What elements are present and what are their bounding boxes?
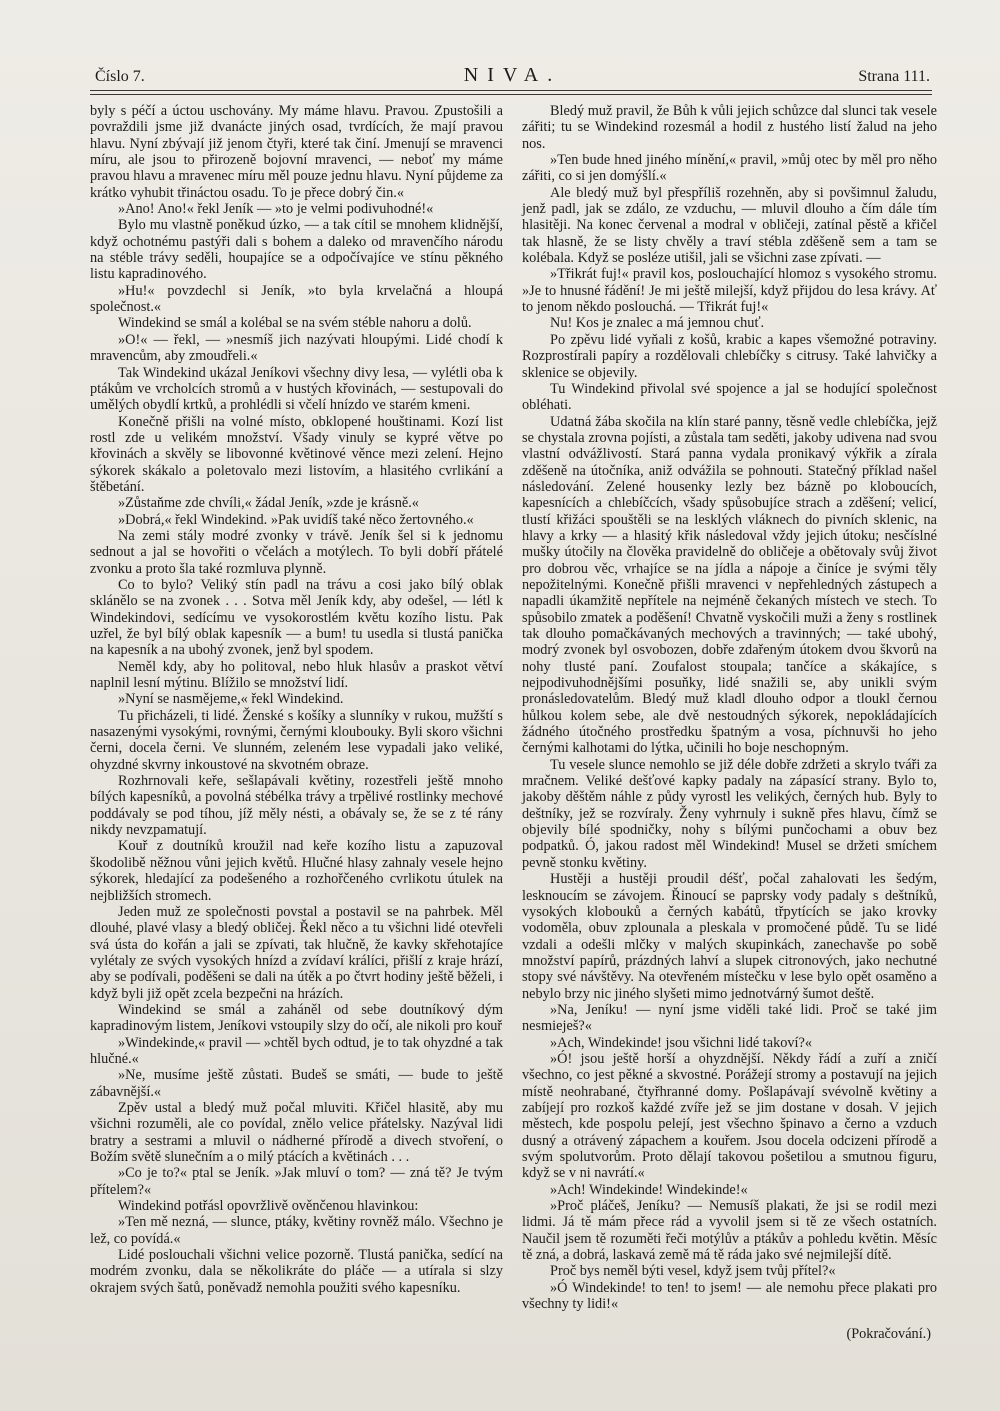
issue-number: Číslo 7.: [95, 68, 145, 85]
paragraph: »O!« — řekl, — »nesmíš jich nazývati hloupými. Lidé chodí k mravencům, aby zmoudřeli.«: [90, 331, 503, 365]
paragraph: Po zpěvu lidé vyňali z košů, krabic a kapes všemožné potraviny. Rozprostírali papíry a rozdělovali chlebíčky s citrusy. Také lahvičky a sklenice se objevily.: [522, 331, 937, 381]
paragraph: Windekind potřásl opovržlivě ověnčenou hlavinkou:: [118, 1198, 419, 1215]
paragraph: »Ó Windekinde! to ten! to jsem! — ale nemohu přece plakati pro všechny ty lidi!«: [522, 1279, 937, 1313]
page-number: Strana 111.: [858, 68, 930, 85]
paragraph: »Ten mě nezná, — slunce, ptáky, květiny rovněž málo. Všechno je lež, co povídá.«: [90, 1214, 503, 1247]
paragraph: Tak Windekind ukázal Jeníkovi všechny divy lesa, — vylétli oba k ptákům ve vrcholcích stromů a v hustých křovinách, — sestupovali do umělých obydlí krtků, a prohlédli si včelí hnízdo ve starém kmeni.: [90, 364, 503, 414]
paragraph: Bylo mu vlastně poněkud úzko, — a tak cítil se mnohem klidnější, když ochotnému pastýři dali s bohem a daleko od mravenčího národu na stéble trávy seděli, houpajíce se a odpočívajíce ve stínu pěkného listu kapradinového.: [90, 217, 503, 283]
paragraph: »Dobrá,« řekl Windekind. »Pak uvidíš také něco žertovného.«: [118, 511, 474, 528]
paragraph: Tu vesele slunce nemohlo se již déle dobře zdržeti a skrylo tváři za mračnem. Veliké dešťové kapky padaly na zápasící strany. Bylo to, jakoby děštěm náhle z půdy vyrostl les velikých, černých hub. Byly to deštníky, jež se rozvíraly. Ženy vyhrnuly i sukně přes hlavu, čímž se objevily bílé spodničky, nohy s bílými punčochami a obuv bez podpatků. Ó, jakou radost měl Windekind! Musel se držeti smíchem pevně stonku květiny.: [522, 756, 937, 871]
paragraph: Nu! Kos je znalec a má jemnou chuť.: [550, 315, 765, 332]
left-column: [90, 103, 503, 1296]
paragraph: Windekind se smál a kolébal se na svém stéble nahoru a dolů.: [118, 315, 472, 332]
paragraph: Co to bylo? Veliký stín padl na trávu a cosi jako bílý oblak sklánělo se na zvonek . . . Sotva měl Jeník kdy, aby odešel, — létl k Windekindovi, sedícímu ve vysokorostlém květu kozího listu. Pak uzřel, že byl bílý oblak kapesník — a bum! tu usedla si tlustá panička na kapesník a na ubohý zvonek, jenž byl spodem.: [90, 576, 503, 659]
paragraph: »Windekinde,« pravil — »chtěl bych odtud, je to tak ohyzdné a tak hlučné.«: [90, 1034, 503, 1067]
paragraph: Bledý muž pravil, že Bůh k vůli jejich schůzce dal slunci tak vesele zářiti; tu se Windekind rozesmál a hodil z hustého listí žalud na jeho nos.: [522, 103, 937, 152]
paragraph: »Ano! Ano!« řekl Jeník — »to je velmi podivuhodné!«: [118, 201, 434, 218]
paragraph: »Proč pláčeš, Jeníku? — Nemusíš plakati, že jsi se rodil mezi lidmi. Já tě mám přece rád a vyvolil jsem si tě ze všech ostatních. Naučil jsem tě rozuměti řeči motýlův a ptákův a pohledu květin. Měsíc tě zná, a dobrá, laskavá země má tě ráda jako své nejmilejší dítě.: [522, 1198, 937, 1264]
paragraph: Lidé poslouchali všichni velice pozorně. Tlustá panička, sedící na modrém zvonku, dala se několikráte do pláče — a utírala si slzy okrajem svých šatů, poněvadž nemohla použiti svého kapesníku.: [90, 1247, 503, 1296]
paragraph: Kouř z doutníků kroužil nad keře kozího listu a zapuzoval škodolibě něžnou vůni jejich květů. Hlučné hlasy zahnaly vesele hejno sýkorek, hledající za podešeného a rozhořčeného cvrlikotu útulek na nejbližších stromech.: [90, 838, 503, 904]
paragraph: »Nyní se nasmějeme,« řekl Windekind.: [118, 691, 344, 708]
right-column: [522, 103, 937, 1343]
paragraph: Proč bys neměl býti vesel, když jsem tvůj přítel?«: [550, 1263, 836, 1280]
paragraph: Na zemi stály modré zvonky v trávě. Jeník šel si k jednomu sednout a jal se hovořiti o včelách a motýlech. To byli dobří přátelé zvonku a proto šla také rozmluva plynně.: [90, 527, 503, 577]
paragraph: byly s péčí a úctou uschovány. My máme hlavu. Pravou. Zpustošili a povraždili jsme již dvanácte jiných osad, tvrdících, že mají pravou hlavu. Nyní zbývají již jenom čtyři, které tak činí. Jmenují se mravenci míru, ale jsou to přirozeně bojovní mravenci, — neboť my máme pravou hlavu a mravenec míru měl pouze jednu hlavu. Nyní půjdeme za krátko vyhubit třináctou osadu. To je přece dobrý čin.«: [90, 103, 503, 201]
paragraph: Zpěv ustal a bledý muž počal mluviti. Křičel hlasitě, aby mu všichni rozuměli, ale co povídal, znělo velice přátelsky. Nazýval lidi bratry a sestrami a mluvil o nádherné přírodě a divech stvoření, o Božím světě slunečním a o milý ptácích a květinách . . .: [90, 1099, 503, 1165]
paragraph: Udatná žába skočila na klín staré panny, těsně vedle chlebíčka, jejž se chystala zrovna pojísti, a zůstala tam seděti, jakoby udivena nad svou vlastní odvážlivostí. Stará panna vydala pronikavý výkřik a zírala zděšeně na útočníka, aniž odvážila se pohnouti. Statečný příklad našel následování. Zelené housenky lezly bez bázně po kloboucích, kapesnících a chlebíčcích, všady spůsobujíce strach a zděšení; velicí, tlustí křižáci spouštěli se na lesklých vláknech do pivních sklenic, na hlavy a krky — a hlasitý křik následoval vždy jejich útoku; nesčíslné mušky útočily na člověka pravidelně do obličeje a obětovaly svůj život pro dobrou věc, vrhajíce se na jídla a nápoje a činíce je svými těly nepožitelnými. Konečně přišli mravenci v nepřehledných zástupech a napadli úkamžitě nepřítele na nejméně čekaných místech ve stech. To spůsobilo zmatek a poděšení! Chvatně vyskočili muži a ženy s rostlinek tak dlouho pomačkávaných mechových a travinných; — také ubohý, modrý zvonek byl osvobozen, dobře zdařeným útokem dvou škvorů na nohy tlusté paní. Zoufalost stoupala; tančíce a skákajíce, s nejpodivuhodnějšími posuňky, lidé snažili se, aby unikli svým pronásledovatelům. Bledý muž kladl dlouho odpor a tloukl černou hůlkou kolem sebe, ale dvě nestoudných sýkorek, nepokládajících žádného útočného prostředku špatným a vosa, píchnuvši ho jeho černými kalhotami do lýtka, učinili ho boje neschopným.: [522, 413, 937, 757]
paragraph: »Ach! Windekinde! Windekinde!«: [550, 1181, 748, 1198]
paragraph: »Hu!« povzdechl si Jeník, »to byla krvelačná a hloupá společnost.«: [90, 282, 503, 316]
header-rule: [90, 90, 932, 91]
paragraph: Tu přicházeli, ti lidé. Ženské s košíky a slunníky v rukou, mužští s nasazenými vysokými, rovnými, černými kloubouky. Byli skoro všichni černi, docela černi. Ve slunném, zeleném lese vypadali jako veliké, ohyzdné skvrny inkoustové na skvotném obraze.: [90, 707, 503, 773]
paragraph: Rozhrnovali keře, sešlapávali květiny, rozestřeli ještě mnoho bílých kapesníků, a povolná stébélka trávy a trpělivé rostlinky mechové poddávaly se pod tíhou, jíž měly nésti, a obávaly se, že se z té rány nikdy nevzpamatují.: [90, 773, 503, 839]
paragraph: Konečně přišli na volné místo, obklopené houštinami. Kozí list rostl zde u velikém množství. Všady vinuly se kypré větve po křovinách a skvěly se libovonné květinové věnce mezi zelení. Hejno sýkorek skákalo a poletovalo mezi listovím, a hlasitého cvrlikání a štěbetání.: [90, 413, 503, 495]
paragraph: Hustěji a hustěji proudil déšť, počal zahalovati les šedým, lesknoucím se závojem. Řinoucí se paprsky vody padaly s deštníků, vysokých klobouků a černých kabátů, třpytících se jako krovky vodoměla, obuv zplounala a pleskala v promočené půdě. Tu se lidé vzdali a odešli mlčky v malých skupinkách, zanechavše po sobě množství papírů, prázdných lahví a slupek citronových, jako nechutné stopy své návštěvy. Na otevřeném místečku v lese bylo opět osaměno a nebylo brzy nic jiného slyšeti mimo jednotvárný šumot deště.: [522, 871, 937, 1002]
paragraph: »Třikrát fuj!« pravil kos, poslouchající hlomoz s vysokého stromu. »Je to hnusné řádění! Je mi ještě milejší, když přijdou do lesa krávy. Ať to jenom někdo poslouchá. — Třikrát fuj!«: [522, 266, 937, 316]
paragraph: Jeden muž ze společnosti povstal a postavil se na pahrbek. Měl dlouhé, plavé vlasy a bledý obličej. Řekl něco a tu všichni lidé otevřeli svá ústa do kořán a jali se zpívati, tak hlučně, že kavky skřehotajíce vylétaly ze svých vysokých hnízd a zvídaví králíci, přišlí z kraje hrází, aby se podívali, poděšeni se dali na útěk a po čtvrt hodiny ještě běželi, i když byli již opět zcela bezpečni na hrázích.: [90, 903, 503, 1002]
paragraph: »Zůstaňme zde chvíli,« žádal Jeník, »zde je krásně.«: [118, 495, 419, 512]
paragraph: »Ne, musíme ještě zůstati. Budeš se smáti, — bude to ještě zábavnější.«: [90, 1067, 503, 1100]
paragraph: »Ó! jsou ještě horší a ohyzdnější. Někdy řádí a zuří a zničí všechno, co jest pěkné a skvostné. Porážejí stromy a postavují na jejich místě neohrabané, čtyřhranné domy. Pošlapávají svévolně květiny a zabíjejí pro rozkoš každé zvíře jež se jim dostane v dosah. V jejich městech, kde pospolu pelejí, jest všechno špinavo a černo a vzduch dusný a otrávený zápachem a kouřem. Jsou docela odcizeni přírodě a svým spolutvorům. Proto dělají takovou pošetilou a smutnou figuru, když se v ni navrátí.«: [522, 1050, 937, 1182]
paragraph: »Ten bude hned jiného mínění,« pravil, »můj otec by měl pro něho zářiti, co si jen domýšlí.«: [522, 152, 937, 185]
paragraph: »Ach, Windekinde! jsou všichni lidé takoví?«: [550, 1034, 813, 1051]
paragraph: Windekind se smál a zaháněl od sebe doutníkový dým kapradinovým listem, Jeníkovi vstoupily slzy do očí, ale nikoli pro kouř: [90, 1001, 503, 1035]
continuation-note: (Pokračování.): [846, 1326, 931, 1343]
paragraph: Tu Windekind přivolal své spojence a jal se hodující společnost obléhati.: [522, 380, 937, 414]
paragraph: »Na, Jeníku! — nyní jsme viděli také lidi. Proč se také jim nesmieješ?«: [522, 1001, 937, 1035]
header-rule-double: [90, 94, 932, 95]
paragraph: »Co je to?« ptal se Jeník. »Jak mluví o tom? — zná tě? Je tvým přítelem?«: [90, 1165, 503, 1198]
paragraph: Ale bledý muž byl přespříliš rozehněn, aby si povšimnul žaludu, jenž padl, jak se zdálo, ze vzduchu, — mluvil dlouho a čím dále tím hlasitěji. Na konec červenal a modral v obličeji, zatínal pěstě a křičel tak hlasně, že se listy chvěly a traví stébla zděšeně sem a tam se kolébala. Když se posléze utišil, jali se všichni zase zpívati. —: [522, 184, 937, 267]
paragraph: Neměl kdy, aby ho politoval, nebo hluk hlasův a praskot větví naplnil lesní mýtinu. Blížilo se množství lidí.: [90, 658, 503, 692]
page-header: [95, 64, 930, 88]
magazine-title: NIVA.: [463, 64, 562, 86]
